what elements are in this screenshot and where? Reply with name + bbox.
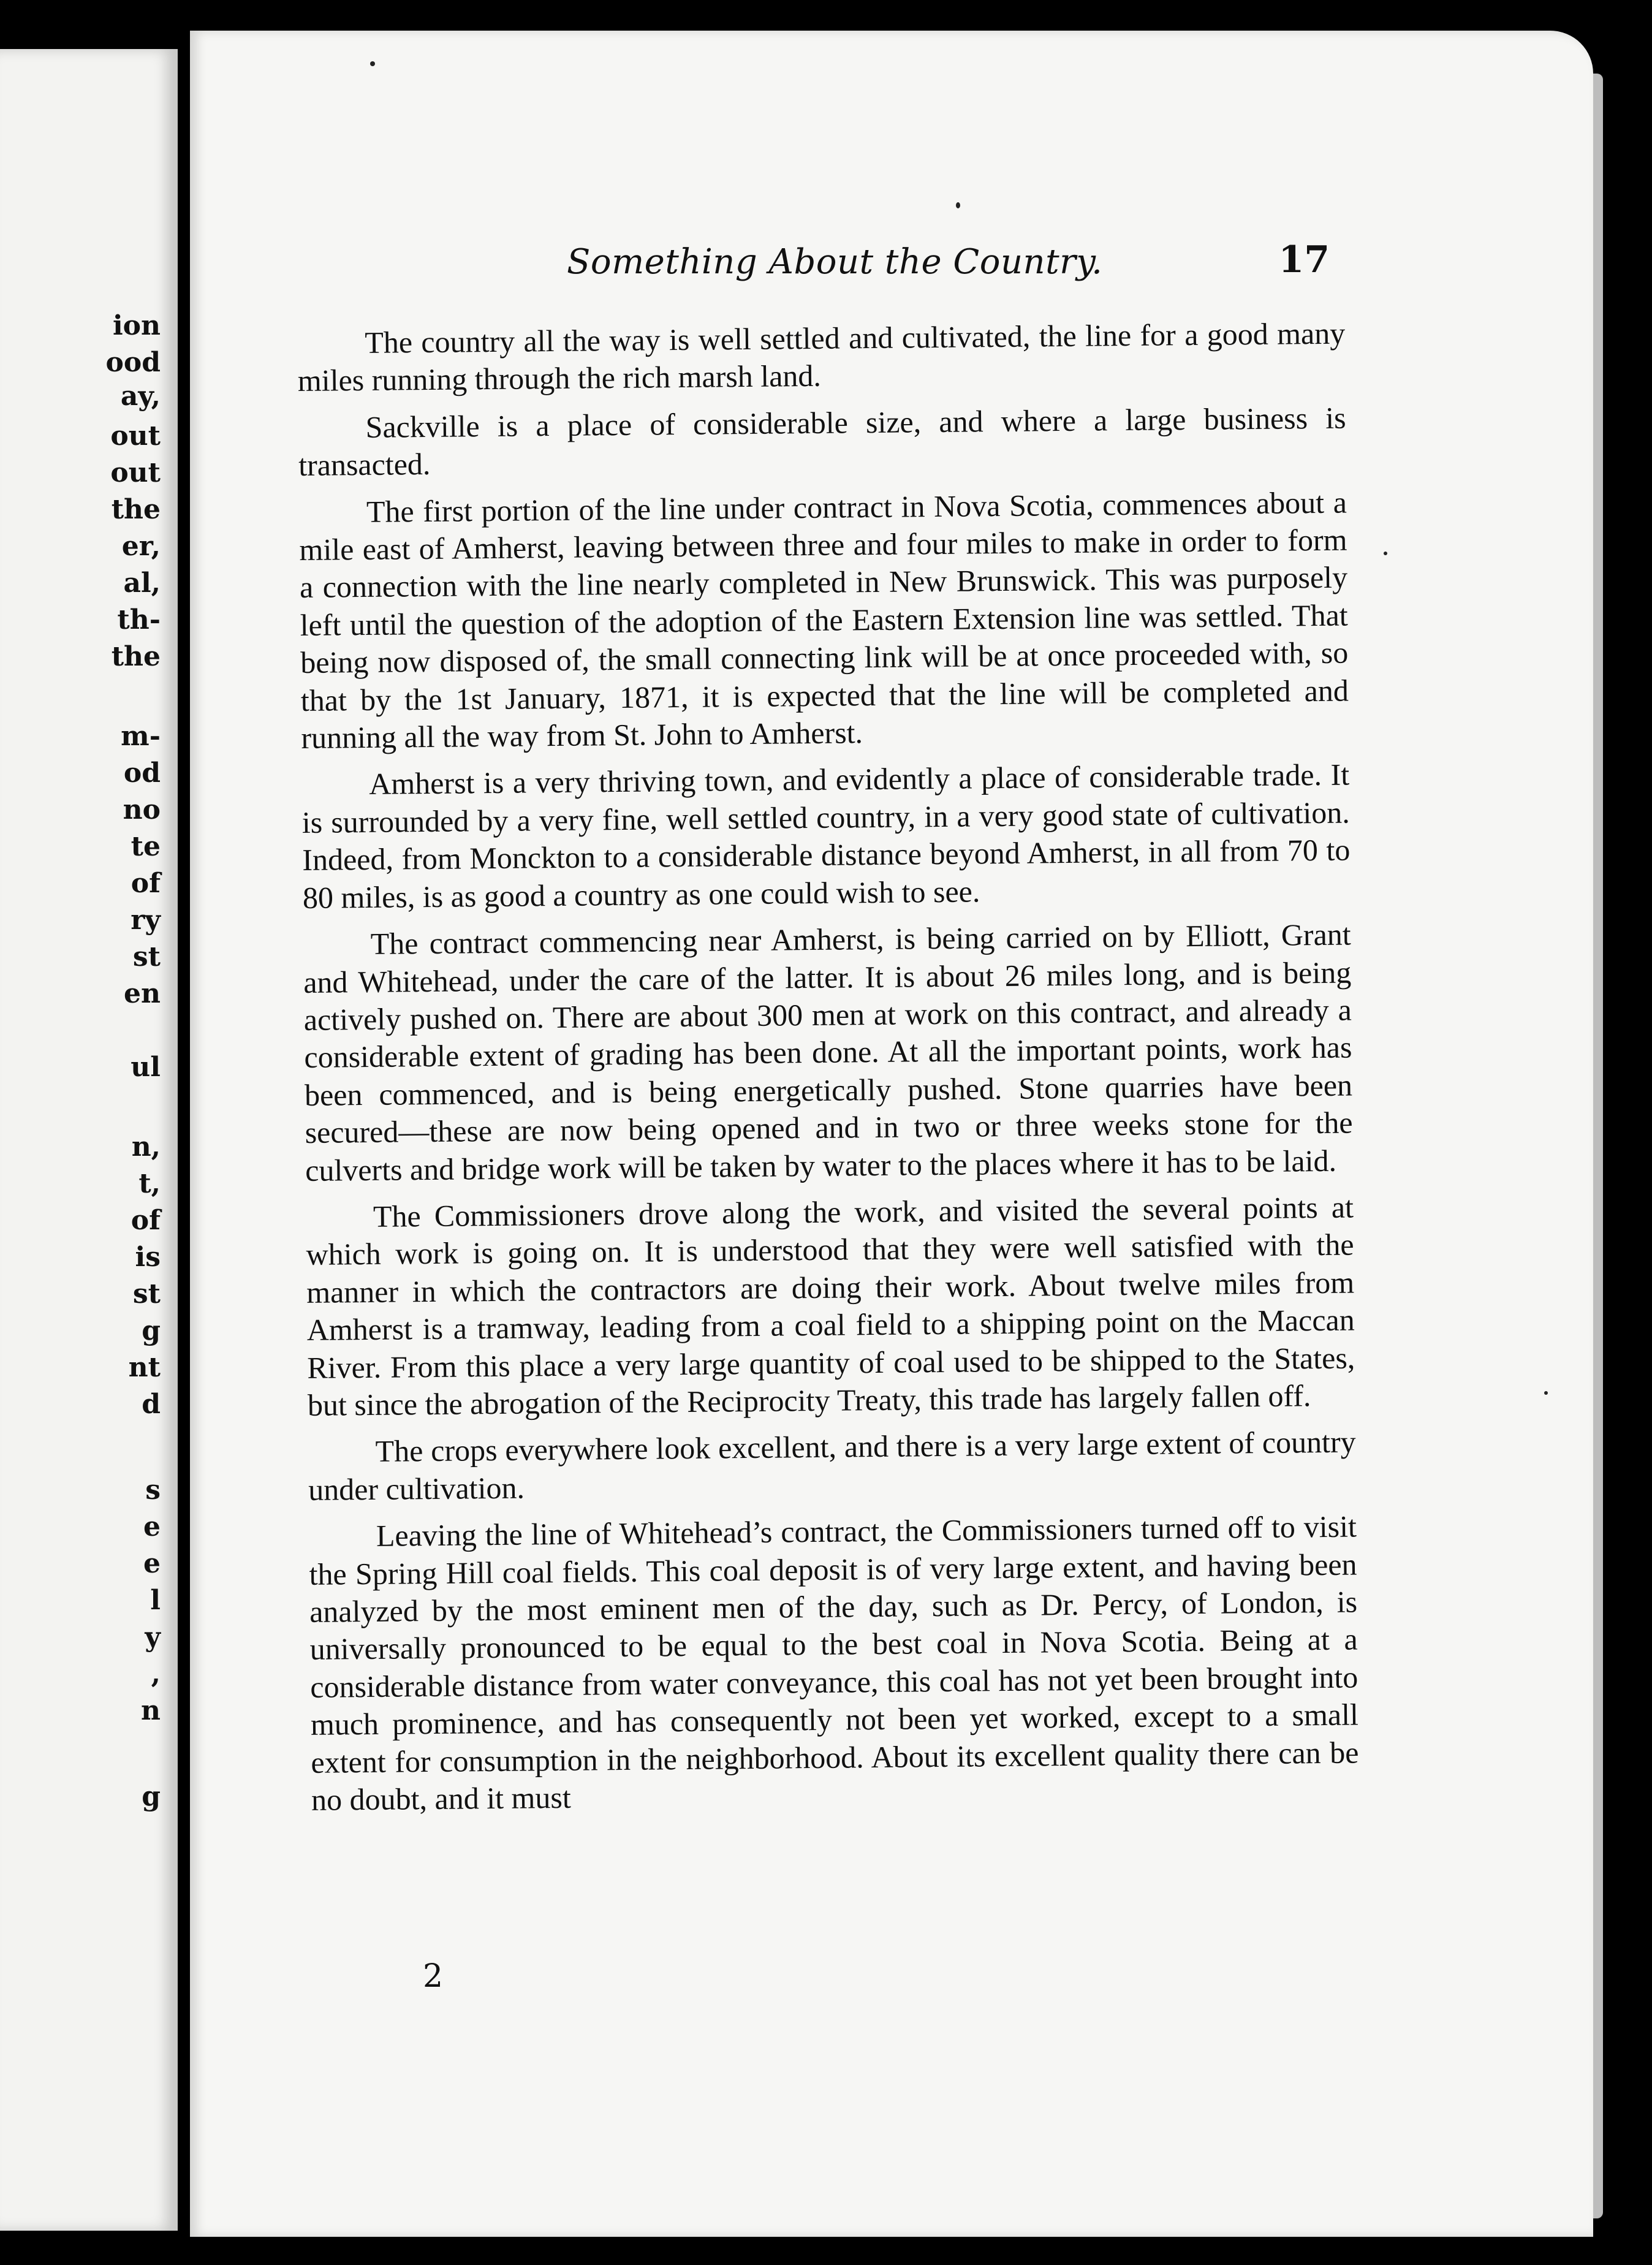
running-title: Something About the Country. (567, 242, 1103, 282)
page-number: 17 (1278, 238, 1330, 281)
facing-page-text-fragment: e (143, 1511, 161, 1542)
paragraph: The contract commencing near Amherst, is being carried on by Elliott, Grant and Whitehead, under the care of the latter. It is about 26 miles long, and is being actively pushed on. There are about 300 men at work on this contract, and already a considerable extent of grading has been done. At all the important points, work has been commenced, and is being energetically pushed. Stone quarries have been secured—these are now being opened and in two or three weeks stone for the culverts and bridge work will be taken by water to the places where it has to be laid. (303, 917, 1353, 1188)
facing-page-text-fragment: n, (131, 1131, 161, 1163)
facing-page-text-fragment: ion (112, 310, 161, 341)
facing-page-text-fragment: te (131, 831, 161, 862)
paragraph: The country all the way is well settled and cultivated, the line for a good many miles running through the rich marsh land. (297, 316, 1346, 398)
facing-page-text-fragment: od (123, 757, 161, 789)
signature-mark: 2 (423, 1958, 444, 1995)
page-edge (1593, 74, 1603, 2218)
facing-page-text-fragment: ry (131, 905, 161, 936)
facing-page-text-fragment: ul (131, 1052, 161, 1083)
facing-page-text-fragment: th- (117, 604, 161, 635)
facing-page-text-fragment: out (110, 457, 161, 488)
facing-page-text-fragment: ood (105, 347, 161, 378)
running-header (374, 236, 1330, 303)
ink-speck (370, 61, 375, 66)
facing-page-text-fragment: al, (123, 567, 161, 599)
ink-speck (1544, 1391, 1548, 1395)
facing-page-text-fragment: d (142, 1389, 161, 1420)
facing-page-text-fragment: g (142, 1315, 161, 1346)
facing-page-text-fragment: e (143, 1548, 161, 1579)
facing-page-text-fragment: is (135, 1242, 161, 1273)
ink-speck (1384, 552, 1387, 555)
facing-page-text-fragment: st (132, 1278, 161, 1310)
facing-page-text-fragment: no (123, 794, 161, 825)
facing-page-text-fragment: g (142, 1781, 161, 1812)
facing-page-text-fragment: t, (138, 1168, 161, 1199)
facing-page-text-fragment: ay, (120, 381, 161, 412)
facing-page-text-fragment: y (145, 1622, 161, 1653)
facing-page-text-fragment: s (145, 1474, 161, 1506)
paragraph: The crops everywhere look excellent, and there is a very large extent of country under cultivation. (308, 1424, 1356, 1507)
facing-page-text-fragment: m- (121, 721, 161, 752)
body-text (297, 315, 1361, 1979)
paragraph: Amherst is a very thriving town, and evidently a place of considerable trade. It is surrounded by a very fine, well settled country, in a very good state of cultivation. Indeed, from Monckton to a considerable distance beyond Amherst, in all from 70 to 80 miles, is as good a country as one could wish to see. (301, 757, 1351, 915)
facing-page-text-fragment: er, (121, 531, 161, 562)
facing-page-text-fragment: nt (128, 1352, 161, 1383)
paragraph: The first portion of the line under contract in Nova Scotia, commences about a mile east of Amherst, leaving between three and four miles to make in order to form a connection with the line nearly completed in New Brunswick. This was purposely left until the question of the adoption of the Eastern Extension line was settled. That being now disposed of, the small connecting link will be at once proceeded with, so that by the 1st January, 1871, it is expected that the line will be completed and running all the way from St. John to Amherst. (299, 485, 1349, 756)
facing-page-text-fragment: n (141, 1695, 161, 1726)
facing-page-text-fragment: the (111, 494, 161, 525)
paragraph: The Commissioners drove along the work, and visited the several points at which work is going on. It is understood that they were well satisfied with the manner in which the contractors are doing their work. About twelve miles from Amherst is a tramway, leading from a coal field to a shipping point on the Maccan River. From this place a very large quantity of coal used to be shipped to the States, but since the abrogation of the Reciprocity Treaty, this trade has largely fallen off. (306, 1189, 1355, 1422)
left-facing-page (0, 49, 178, 2231)
facing-page-text-fragment: , (151, 1658, 161, 1690)
facing-page-text-fragment: of (131, 868, 161, 899)
facing-page-text-fragment: the (111, 641, 161, 672)
facing-page-text-fragment: l (150, 1585, 161, 1616)
facing-page-text-fragment: out (110, 420, 161, 452)
ink-speck (956, 202, 960, 208)
facing-page-text-fragment: en (124, 978, 161, 1009)
facing-page-text-fragment: st (132, 941, 161, 973)
facing-page-text-fragment: of (131, 1205, 161, 1236)
paragraph: Leaving the line of Whitehead’s contract, the Commissioners turned off to visit the Spring Hill coal fields. This coal deposit is of very large extent, and having been analyzed by the most eminent men of the day, such as Dr. Percy, of London, is universally pronounced to be equal to the best coal in Nova Scotia. Being at a considerable distance from water conveyance, this coal has not yet been brought into much prominence, and has consequently not been yet worked, except to a small extent for consumption in the neighborhood. About its excellent quality there can be no doubt, and it must (309, 1509, 1359, 1817)
paragraph: Sackville is a place of considerable size, and where a large business is transacted. (298, 400, 1346, 483)
